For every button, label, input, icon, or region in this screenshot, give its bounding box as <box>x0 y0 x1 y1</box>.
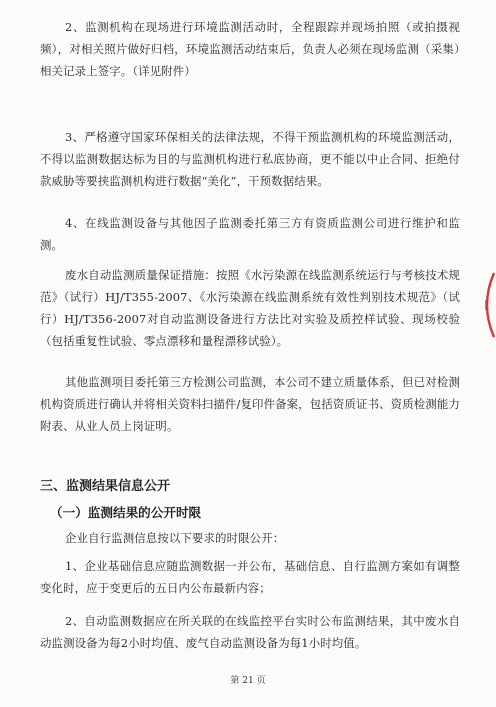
paragraph-third-party-testing: 其他监测项目委托第三方检测公司监测，本公司不建立质量体系，但已对检测机构资质进行确认并将相关资料扫描件/复印件备案，包括资质证书、资质检测能力附表、从业人员上岗证明。 <box>40 375 460 433</box>
section-heading: 三、监测结果信息公开 <box>40 479 171 494</box>
paragraph-legal-compliance: 3、严格遵守国家环保相关的法律法规，不得干预监测机构的环境监测活动，不得以监测数据达标为目的与监测机构进行私底协商，更不能以中止合同、拒绝付款威胁等要挟监测机构进行数据“美化”，干预数据结果。 <box>40 130 460 188</box>
paragraph-disclosure-deadline-intro: 企业自行监测信息按以下要求的时限公开： <box>65 531 285 545</box>
paragraph-wastewater-quality-assurance: 废水自动监测质量保证措施：按照《水污染源在线监测系统运行与考核技术规范》（试行）HJ/T355-2007、《水污染源在线监测系统有效性判别技术规范》（试行）HJ/T356-2007对自动监测设备进行方法比对实验及质控样试验、现场校验（包括重复性试验、零点漂移和量程漂移试验）。 <box>40 268 460 348</box>
paragraph-monitoring-agency-photos: 2、监测机构在现场进行环境监测活动时，全程跟踪并现场拍照（或拍摄视频），对相关照片做好归档，环境监测活动结束后，负责人必须在现场监测（采集）相关记录上签字。（详见附件） <box>40 20 460 78</box>
paragraph-basic-info-disclosure: 1、企业基础信息应随监测数据一并公布，基础信息、自行监测方案如有调整变化时，应于变更后的五日内公布最新内容； <box>40 559 460 595</box>
seal-stamp-edge <box>478 272 496 338</box>
paragraph-automatic-monitoring-disclosure: 2、自动监测数据应在所关联的在线监控平台实时公布监测结果，其中废水自动监测设备为每2小时均值、废气自动监测设备为每1小时均值。 <box>40 614 460 650</box>
page-number: 第 21 页 <box>230 676 266 686</box>
subsection-heading: （一）监测结果的公开时限 <box>50 505 202 520</box>
seal-stamp-arc <box>487 273 494 337</box>
paragraph-online-equipment-maintenance: 4、在线监测设备与其他因子监测委托第三方有资质监测公司进行维护和监测。 <box>40 216 460 252</box>
